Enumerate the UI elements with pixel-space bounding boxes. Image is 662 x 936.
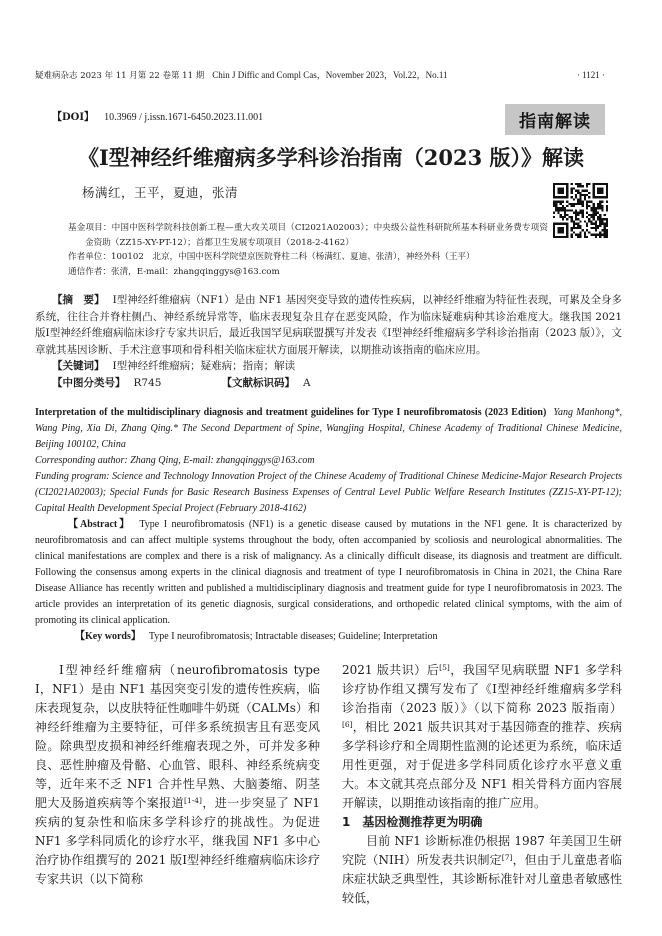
abstract-cn-text: Ⅰ型神经纤维瘤病（NF1）是由 NF1 基因突变导致的遗传性疾病，以神经纤维瘤为特征性表现，可累及全身多系统，往往合并脊柱侧凸、神经系统异常等，临床表现复杂且存在恶变风险，作为临床疑难病种其诊治难度大。继我国 2021 版Ⅰ型神经纤维瘤病临床诊疗专家共识后，最近我国罕见病联盟撰写并发表《Ⅰ型神经纤维瘤病多学科诊治指南（2023 版）》，文章就其基因诊断、手术注意事项和骨科相关临床症状方面展开解读，以期推动该指南的临床应用。 [35, 294, 622, 356]
english-keywords-label: 【Key words】 [75, 631, 141, 642]
body-columns [35, 661, 622, 908]
keywords-cn-text: Ⅰ型神经纤维瘤病；疑难病；指南；解读 [112, 360, 296, 372]
journal-name-en: Chin J Diffic and Compl Cas，November 2023，Vol.22，No.11 [212, 70, 448, 80]
article-title: 《Ⅰ型神经纤维瘤病多学科诊治指南（2023 版）》解读 [77, 145, 585, 170]
abstract-cn-label: 【摘 要】 [52, 294, 105, 306]
keywords-cn-label: 【关键词】 [52, 360, 105, 372]
english-corresponding-author: Corresponding author: Zhang Qing, E-mail: zhangqinggys@163.com [35, 455, 315, 466]
english-funding: Funding program: Science and Technology Innovation Project of the Chinese Academy of Traditional Chinese Medicine-Major Research Projects (CI2021A02003); Special Funds for Basic Research Business Expenses of Central Level Public Welfare Research Institutes (ZZ15-XY-PT-12); Capital Health Development Special Project (February 2018-4162) [35, 471, 622, 514]
citation-ref: [6] [342, 720, 353, 730]
english-abstract-block [35, 405, 622, 645]
classification-line [35, 375, 622, 392]
english-keywords [35, 629, 622, 645]
body-column-left [35, 661, 320, 908]
english-abstract [35, 517, 622, 629]
doi-value: 10.3969 / j.issn.1671-6450.2023.11.001 [104, 112, 264, 123]
affiliation-text: 100102 北京，中国中医科学院望京医院脊柱二科（杨满红、夏迪、张清），神经外科（王平） [110, 252, 475, 263]
affiliation-row [68, 250, 548, 265]
english-title-line [35, 405, 622, 453]
section-text-b: ，但由于儿童患者临床症状缺乏典型性，其诊断标准针对儿童患者敏感性较低， [342, 853, 622, 905]
article-info-block [68, 221, 548, 280]
english-title: Interpretation of the multidisciplinary diagnosis and treatment guidelines for Type I neurofibromatosis (2023 Edition) [35, 407, 547, 418]
section-heading: 1 基因检测推荐更为明确 [342, 815, 483, 829]
doi-line [52, 111, 263, 125]
citation-ref: [1-4] [184, 796, 202, 806]
citation-ref: [5] [439, 663, 450, 673]
clc-value: R745 [133, 376, 162, 389]
intro-paragraph [35, 661, 320, 889]
english-keywords-text: Type I neurofibromatosis; Intractable diseases; Guideline; Interpretation [148, 631, 438, 642]
doc-code-value: A [302, 376, 311, 389]
running-header [35, 69, 448, 81]
english-abstract-text: Type I neurofibromatosis (NF1) is a genetic disease caused by mutations in the NF1 gene. It is characterized by neurofibromatosis and can affect multiple systems throughout the body, often accompanied by scoliosis and neurological abnormalities. The clinical manifestations are complex and there is a risk of malignancy. As a clinically difficult disease, its diagnosis and treatment are difficult. Following the consensus among experts in the clinical diagnosis and treatment of type I neurofibromatosis in China in 2021, the China Rare Disease Alliance has recently written and published a multidisciplinary diagnosis and treatment guide for type I neurofibromatosis in 2023. The article provides an interpretation of its genetic diagnosis, surgical considerations, and orthopedic related clinical symptoms, with the aim of promoting its clinical application. [35, 519, 622, 626]
corresponding-author-label: 通信作者： [68, 267, 111, 278]
english-authors: Yang Manhong*, Wang Ping, Xia Di, Zhang Qing.* The Second Department of Spine, Wangjing Hospital, Chinese Academy of Traditional Chinese Medicine, Beijing 100102, China [35, 407, 622, 450]
funding-text: 中国中医科学院科技创新工程—重大攻关项目（CI2021A02003）；中央级公益性科研院所基本科研业务费专项资金资助（ZZ15-XY-PT-12）；首都卫生发展专项项目（2018-2-4162） [85, 223, 548, 248]
doi-label: 【DOI】 [52, 112, 95, 123]
intro-cont-text-c: ，相比 2021 版共识其对于基因筛查的推荐、疾病多学科诊疗和全周期性监测的论述更为系统，临床适用性更强，对于促进多学科同质化诊疗水平意义重大。本文就其亮点部分及 NF1 相关骨科方面内容展开解读，以期推动该指南的推广应用。 [342, 720, 622, 810]
author-list: 杨满红，王平，夏迪，张清 [82, 185, 239, 200]
column-tag: 指南解读 [505, 104, 605, 135]
citation-ref: [7] [501, 853, 513, 863]
journal-name-cn: 疑难病杂志 2023 年 11 月第 22 卷第 11 期 [35, 71, 205, 81]
corresponding-author-row [68, 265, 548, 280]
corresponding-author-text: 张清，E-mail：zhangqinggys@163.com [110, 267, 280, 278]
abstract-cn [35, 292, 622, 358]
funding-label: 基金项目： [68, 223, 112, 233]
qr-code [553, 183, 608, 238]
intro-text-a: Ⅰ型神经纤维瘤病（neurofibromatosis type Ⅰ，NF1）是由 NF1 基因突变引发的遗传性疾病，临床表现复杂，以皮肤特征性咖啡牛奶斑（CALMs）和神经纤维瘤为主要特征，可伴多系统损害且有恶变风险。除典型皮损和神经纤维瘤表现之外，可并发多种良、恶性肿瘤及骨骼、心血管、眼科、神经系统病变等，近年来不乏 NF1 合并性早熟、大脑萎缩、阴茎肥大及肠道疾病等个案报道 [35, 663, 320, 810]
section-text-a: 目前 NF1 诊断标准仍根据 1987 年美国卫生研究院（NIH）所发表共识制定 [342, 834, 622, 867]
funding-row [68, 221, 548, 250]
keywords-cn [35, 358, 622, 375]
section-paragraph [342, 832, 622, 908]
english-abstract-label: 【Abstract】 [68, 519, 132, 530]
page-number: · 1121 · [576, 70, 605, 80]
body-column-right [342, 661, 622, 908]
intro-cont-text-b: ，我国罕见病联盟 NF1 多学科诊疗协作组又撰写发布了《Ⅰ型神经纤维瘤病多学科诊治指南（2023 版）》（以下简称 2023 版指南） [342, 663, 622, 715]
clc-label: 【中图分类号】 [52, 376, 126, 389]
doc-code-label: 【文献标识码】 [221, 376, 295, 389]
intro-cont-text-a: 2021 版共识）后 [342, 663, 440, 677]
intro-text-b: ，进一步突显了 NF1 疾病的复杂性和临床多学科诊疗的挑战性。为促进 NF1 多学科同质化的诊疗水平，继我国 NF1 多中心治疗协作组撰写的 2021 版Ⅰ型神经纤维瘤病临床诊疗专家共识（以下简称 [35, 796, 320, 886]
intro-paragraph-continued [342, 661, 622, 813]
main-content [35, 292, 622, 908]
affiliation-label: 作者单位： [68, 252, 111, 263]
